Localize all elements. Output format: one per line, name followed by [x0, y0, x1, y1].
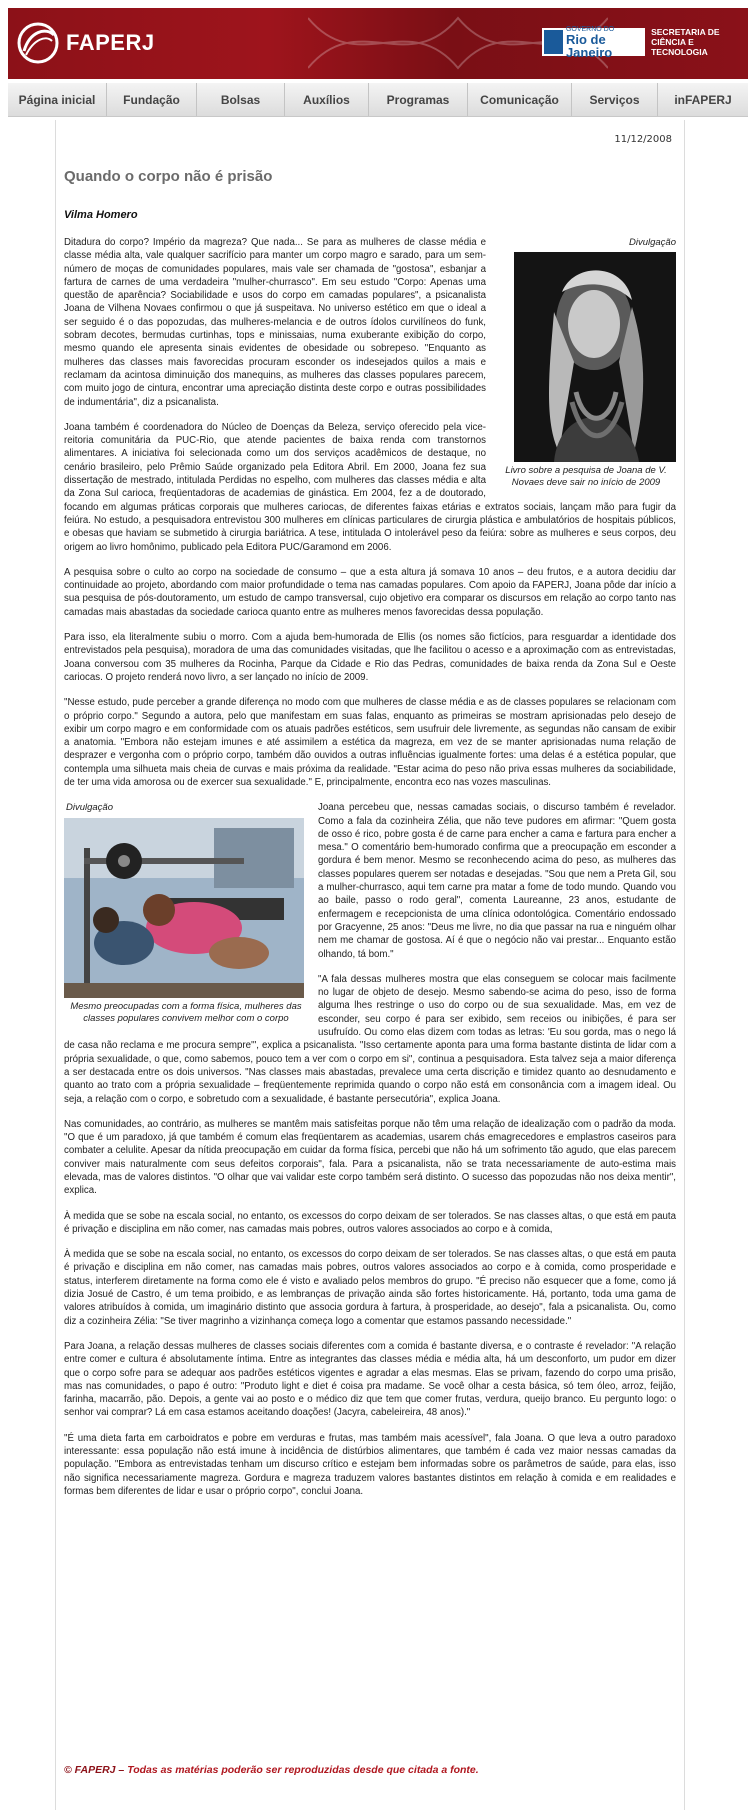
nav-item-fundacao[interactable]: Fundação [107, 83, 197, 116]
footer-text: Todas as matérias poderão ser reproduzidas desde que citada a fonte. [127, 1764, 479, 1776]
portrait-caption: Livro sobre a pesquisa de Joana de V. Novaes deve sair no início de 2009 [505, 465, 667, 489]
faperj-logo[interactable] [16, 20, 155, 66]
paragraph-3: A pesquisa sobre o culto ao corpo na sociedade de consumo – que a esta altura já somava 10 anos – deu frutos, e a autora decidiu dar continuidade ao projeto, abordando com maior profundidade o tema nas camadas populares. Com apoio da FAPERJ, Joana pôde dar início a sua pesquisa de pós-doutoramento, um estudo de campo transversal, cujo objetivo era comparar os discursos em relação ao corpo tanto nas camadas mais abastadas da sociedade carioca quanto entre as mulheres menos favorecidas dessa população. [64, 566, 676, 618]
footer-notice [64, 1764, 479, 1776]
site-header [8, 8, 748, 79]
portrait-photo [514, 252, 676, 462]
portrait-image-icon [514, 252, 676, 462]
paragraph-8: Nas comunidades, ao contrário, as mulheres se mantêm mais satisfeitas porque não têm uma relação de idealização com o padrão da moda. "O que é um paradoxo, já que também é comum elas freqüentarem as academias, usarem chás emagrecedores e emplastros caseiros para combater a celulite. Apesar da nítida preocupação em cuidar da forma física, percebi que não há um sofrimento tão agudo, que elas parecem conviver mais naturalmente com seus defeitos corporais", fala. Para a psicanalista, não se trata necessariamente de auto-estima mais elevada, mas de valores distintos. "O olhar que vai validar este corpo também será distinto. O sucesso das popozudas não nos deixa mentir", explica. [64, 1118, 676, 1197]
photo-credit: Divulgação [629, 237, 676, 248]
secretaria-line-1: SECRETARIA DE [651, 27, 720, 37]
nav-item-servicos[interactable]: Serviços [572, 83, 658, 116]
gov-label: GOVERNO DO [565, 25, 615, 33]
paragraph-10: À medida que se sobe na escala social, no entanto, os excessos do corpo deixam de ser tolerados. Se nas classes altas, o que está em pauta é privação e disciplina em não comer, nas camadas mais pobres, outros valores associados ao corpo e à comida, como prosperidade e status, interferem diretamente na forma como ele é visto e avaliado pelos membros do grupo. "É preciso não esquecer que a fome, como já dizia Josué de Castro, é um tema proibido, e as lembranças de privação ainda são fortes historicamente. Há, portanto, toda uma gama de valores atribuídos à comida, um imaginário distinto que associa gordura à fartura, à prosperidade, ao desejo", fala a psicanalista. Ou, como diz a cozinheira Zélia: "Se tiver magrinho a vizinhança começa logo a comentar que estamos passando necessidade." [64, 1249, 676, 1327]
faperj-logo-icon [16, 21, 60, 65]
paragraph-11: Para Joana, a relação dessas mulheres de classes sociais diferentes com a comida é bastante diversa, e o contraste é revelador: "A relação entre comer e cultura é absolutamente íntima. Entre as integrantes das classes média e média alta, há um desconforto, um pudor em dizer que o corpo sofre para se adequar aos padrões estéticos vigentes e agradar a elas mesmas. Elas se privam, fazendo do corpo uma prisão, mas nas comunidades, o papo é outro: "Produto light e diet é coisa pra madame. Se você olhar a cesta básica, só tem óleo, arroz, feijão, farinha, macarrão, pão. Depois, a gente vai ao posto e o médico diz que tem que comer frutas, verdura, queijo branco. Eu pergunto logo: o senhor vai comprar? Lá em casa estamos aceitando doações! (Jacyra, cabeleireira, 48 anos)." [64, 1340, 676, 1419]
figure-portrait [496, 236, 676, 489]
paragraph-6: Joana percebeu que, nessas camadas sociais, o discurso também é revelador. Como a fala da cozinheira Zélia, que não teve pudores em afirmar: "Quem gosta de osso é rico, pobre gosta é de carne para encher a cama e fartura para encher a mesa." O comentário bem-humorado confirma que a preocupação em esconder a gordura é bem menor. Mesmo se reconhecendo acima do peso, as mulheres das classes populares querem ser notadas e desejadas. "Sou que nem a Preta Gil, sou a mulher-churrasco, aqui tem carne pra matar a fome de todo mundo. Quando vou ao baile, passo o rodo geral", comenta Laureanne, 23 anos, estudante de enfermagem e recepcionista de uma clínica odontológica. Comentário endossado por Gracyenne, 25 anos: "Deus me livre, no dia que passar na rua e ninguém olhar nem me chamar de gostosa. Aí é que o negócio não vai prestar... Enquanto estão olhando, tá bom." [318, 802, 676, 960]
paragraph-9: À medida que se sobe na escala social, no entanto, os excessos do corpo deixam de ser tolerados. Se nas classes altas, o que está em pauta é privação e disciplina em não comer, nas camadas mais pobres, outros valores associados ao corpo e à comida, [64, 1210, 676, 1235]
state-crest-icon [544, 30, 563, 54]
paragraph-7: "A fala dessas mulheres mostra que elas conseguem se colocar mais facilmente no lugar de objeto de desejo. Mesmo sabendo-se acima do peso, isso de forma alguma lhes restringe o uso do corpo ou de sua sexualidade. Mas, em vez de esconder, seu corpo é para ser exibido, sem receios ou inibições, é para ser usufruído. Ou como elas dizem com todas as letras: 'Eu sou gorda, mas o nego lá de casa não reclama e me procura sempre'", explica a psicanalista. "Isso certamente aponta para uma forma bastante distinta de lidar com a própria sexualidade, o que, como sabemos, pouco tem a ver com o corpo em si", continua a pesquisadora. Esta talvez seja a maior diferença a ser destacada entre os dois universos. "Nas classes mais abastadas, prevalece uma certa discrição e timidez quanto ao desnudamento e quanto ao trato com a própria sexualidade – freqüentemente reprimida quando o corpo não está em consonância com a imagem ideal. Ou seja, a relação com o corpo, e sobretudo com a sexualidade, é bastante persecutória", explica Joana. [64, 973, 676, 1105]
footer-copyright: © FAPERJ – [64, 1764, 125, 1776]
photo-credit: Divulgação [66, 802, 113, 814]
article-title: Quando o corpo não é prisão [64, 168, 273, 185]
article-container [55, 120, 685, 1810]
paragraph-4: Para isso, ela literalmente subiu o morro. Com a ajuda bem-humorada de Ellis (os nomes são fictícios, para resguardar a identidade dos entrevistados pela pesquisa), moradora de uma das comunidades visitadas, que lhe facilitou o acesso e a aproximação com as entrevistadas, Joana conversou com 35 mulheres da Rocinha, Parque da Cidade e Rio das Pedras, comunidades de baixa renda da Zona Sul e Oeste cariocas. O projeto renderá novo livro, a ser lançado no início de 2009. [64, 632, 676, 683]
nav-item-comunicacao[interactable]: Comunicação [468, 83, 572, 116]
nav-item-programas[interactable]: Programas [369, 83, 468, 116]
article-author: Vilma Homero [64, 209, 138, 221]
gym-photo [64, 818, 304, 998]
nav-item-auxilios[interactable]: Auxílios [285, 83, 369, 116]
nav-item-pagina-inicial[interactable]: Página inicial [8, 83, 107, 116]
main-nav [8, 83, 748, 117]
gov-state-name: Rio de Janeiro [565, 31, 613, 60]
figure-gym [64, 801, 308, 1024]
paragraph-2: Joana também é coordenadora do Núcleo de Doenças da Beleza, serviço oferecido pela vice-reitoria comunitária da PUC-Rio, que atende pacientes de baixa renda com transtornos alimentares. A iniciativa foi selecionada como um dos serviços acadêmicos de destaque, no cenário brasileiro, pelo Prêmio Saúde organizado pela Editora Abril. Em 2000, Joana fez sua dissertação de mestrado, intitulada Perdidas no espelho, com mulheres das classes média e alta da Zona Sul carioca, freqüentadoras de academias de ginástica. Em 2004, fez a de doutorado, focando em algumas práticas corporais que mulheres cariocas, de diferentes faixas etárias e extratos sociais, lançam mão para fugir da feiúra. No estudo, a pesquisadora entrevistou 300 mulheres em clínicas particulares de cirurgia plástica e ambulatórios de hospitais públicos, e obesas que haviam se submetido à cirurgia bariátrica. A tese, intitulada O intolerável peso da feiúra: sobre as mulheres e seus corpos, deu origem ao livro homônimo, publicado pela Editora PUC/Garamond em 2006. [64, 421, 676, 553]
government-logo[interactable] [542, 27, 748, 58]
article-body [64, 236, 676, 1510]
nav-item-bolsas[interactable]: Bolsas [197, 83, 285, 116]
secretaria-line-2: CIÊNCIA E TECNOLOGIA [651, 37, 708, 58]
nav-item-infaperj[interactable]: inFAPERJ [674, 92, 732, 107]
paragraph-5: "Nesse estudo, pude perceber a grande diferença no modo com que mulheres de classe média e as de classes populares se relacionam com o próprio corpo." Segundo a autora, pelo que manifestam em suas falas, enquanto as primeiras se mostram aprisionadas pelo desejo de exibir um corpo magro e em conformidade com os atuais padrões estéticos, sem usufruir dele livremente, as segundas não cansam de exibir a anatomia. "Embora não estejam imunes e até assimilem a estética da magreza, em vez de se manter aprisionadas numa relação de desprazer e vergonha com o próprio corpo, também dão ouvidos a outras influências igualmente fortes: uma delas é a estética popular, que contempla uma silhueta mais cheia de curvas e mais próxima da realidade. "Estar acima do peso não priva essas mulheres da sociabilidade, de ter uma vida amorosa ou de exercer sua sexualidade." E, principalmente, encontra eco nas vozes masculinas. [64, 697, 676, 788]
paragraph-1: Ditadura do corpo? Império da magreza? Que nada... Se para as mulheres de classe média e classe média alta, vale qualquer sacrifício para manter um corpo magro e sarado, para um sem-número de moças de comunidades populares, mais vale ser chamada de "gostosa", esbanjar a fartura de carnes de uma verdadeira "mulher-churrasco". Em seu estudo "Corpo: Apenas uma questão de aparência? Sociabilidade e usos do corpo em camadas populares", a psicanalista Joana de Vilhena Novaes confirmou o que já suspeitava. No universo estético em que o ideal a ser seguido é o das popozudas, das mulheres-melancia e de outros ídolos curvilíneos do funk, sobram decotes, bermudas curtinhas, tops e minissaias, numa exuberante exibição do corpo, mesmo quando ele apresenta sinais evidentes de obesidade ou sobrepeso. "Enquanto as mulheres das classes mais favorecidas procuram esconder os indesejados quilos a mais e reclamam da acintosa diminuição dos manequins, as mulheres das classes populares parecem, com muito jogo de cintura, encontrar uma apreciação distinta deste corpo e outras possibilidades de indumentária", diz a psicanalista. [64, 237, 486, 408]
gym-image-icon [64, 818, 304, 998]
gym-caption: Mesmo preocupadas com a forma física, mulheres das classes populares convivem melhor com o corpo [70, 1000, 302, 1024]
article-date: 11/12/2008 [614, 134, 672, 145]
paragraph-12: "É uma dieta farta em carboidratos e pobre em verduras e frutas, mas também mais acessível", fala Joana. O que leva a outro paradoxo interessante: essa população não está imune à incidência de distúrbios alimentares, que também é cada vez maior nessas camadas da população. "Embora as entrevistadas tenham um discurso crítico e estejam bem informadas sobre os parâmetros de saúde, para elas, isso não significa necessariamente magreza. Gordura e magreza traduzem valores bastantes distintos em relação à comida e em realidades e formas bem diferentes de lidar e usar o próprio corpo", conclui Joana. [64, 1432, 676, 1497]
logo-text: FAPERJ [66, 30, 155, 55]
